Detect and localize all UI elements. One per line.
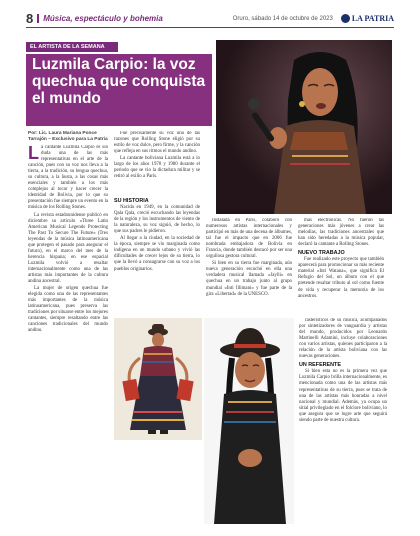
byline: Por: Lic. Laura Mariana Ponce Tarrajón – Exclusivo para La Patria <box>28 131 108 142</box>
paragraph: Fue realizado este proyecto que también aparecerá para promocionar su más reciente material «Inti Watana», que significa El Refugio del Sol, un álbum con el que pretende resaltar tributo al sol como fuente de vida y recuperar la memoria de los ancestros. <box>298 257 384 299</box>
subhead: NUEVO TRABAJO <box>298 250 345 257</box>
section-kicker: EL ARTISTA DE LA SEMANA <box>26 42 118 52</box>
paragraph: La revista estadounidense publicó en diciembre su artículo «Three Latin American Musical Legends Protecting The Past To Secure The Future» (Tres leyendas de la música latinoamericana que protegen el pasado para asegurar el futuro), en el marco del mes de la herencia hispana; en ese espacial Luzmila volvió a resaltar internacionalmente como una de las artistas más importantes de la cultura andina ancestral. <box>28 212 108 285</box>
article-column-1 <box>28 145 108 525</box>
newspaper-logo <box>341 14 394 23</box>
article-column-2 <box>114 131 200 191</box>
paragraph: La cantante boliviana Luzmila está a lo largo de los años 1978 y 1980 durante el periodo que se vio la dictadura militar y se retiró al exilio a París. <box>114 156 200 180</box>
paragraph: Nacida en 1949, en la comunidad de Qala Qala, creció escuchando las leyendas de la región y los instrumentos de viento de la naturaleza, su voz siguió, de hecho, lo que sus padres le pidieron. <box>114 205 200 235</box>
logo-text: LA PATRIA <box>351 14 394 23</box>
paragraph: rasterísticos de su música, acompañados por sintetizadores de vanguardia y artistas del mundo, producidos por Leonardo Martinelli Adamini, incluye colaboraciones con varios artistas, quienes participaron a la relación de la artista boliviana con las nuevas generaciones. <box>299 318 387 360</box>
page-header <box>26 10 394 28</box>
issue-date: Oruro, sábado 14 de octubre de 2023 <box>232 15 333 22</box>
drop-cap: L <box>28 145 39 163</box>
paragraph: La mujer de origen quechua fue elegida como una de las representantes más importantes de la música latinoamericana, pues preserva las tradiciones por situarse entre los mejores cantantes, siempre resaltando entre las canciones tradicionales del mundo andino. <box>28 286 108 334</box>
section-name: Música, espectáculo y bohemia <box>37 14 163 23</box>
portrait-illustration <box>204 318 294 524</box>
singer-stage-photo <box>216 40 392 214</box>
traditional-dress-illustration <box>114 318 202 440</box>
article-column-2-lower <box>114 196 200 314</box>
article-column-4 <box>298 218 384 314</box>
paragraph: mas electrónicas. No fueron las generaciones más jóvenes a crear las melodías, las tradiciones ancestrales que han sido heredadas a la música popular, declaró la cantante a Rolling Stones. <box>298 218 384 248</box>
paragraph: Si bien esta no es la primera vez que Luzmila Carpio brilla internacionalmente, es mencionada como una de las artistas más representativas de su tierra, pues se trata de una de las artistas más honradas a nivel nacional y mundial. Además, ya ocupa un sitial privilegiado en el folclore boliviano, lo que asegura que se logre arte que seguirá siendo parte de nuestra cultura. <box>299 369 387 423</box>
page-number: 8 <box>26 11 34 26</box>
paragraph: Fue precisamente su voz una de las razones que Rolling Stone eligió por su estilo de voz dulce, pero firme, y la canción que refleja en sus ritmos el mundo andino. <box>114 131 200 155</box>
logo-mark-icon <box>341 14 350 23</box>
singer-portrait-photo <box>204 318 294 524</box>
paragraph: Si bien en su tierra fue marginada, aún nueva generación escuchó en ella una verdadera musical llamada «Jaylli» en quechua en un trabajo junto al grupo mundial «Inti Illimani» y fue parte de la gira «Libertad» de la UNESCO. <box>206 261 292 297</box>
paragraph: Instalada en París, colaboró con numerosos artistas internacionales y participó en más de una decena de álbumes, tal fue el impacto que en 2006 fue nombrada embajadora de Bolivia en Francia, donde también destacó por ser una orgullosa gestora cultural. <box>206 218 292 260</box>
paragraph: Al llegar a la ciudad, en la sociedad de la época, siempre se vio marginada como indígena en un mundo urbano y vivió las dificultades de crecer lejos de su tierra, lo que la llevó a consagrarse con su voz a los pueblos originarios. <box>114 236 200 272</box>
subhead: UN REFERENTE <box>299 362 341 369</box>
subhead: SU HISTORIA <box>114 198 149 204</box>
headline: Luzmila Carpio: la voz quechua que conquista el mundo <box>32 56 206 107</box>
paragraph: a cantante Luzmila Carpio es sin duda una de las más representativas en el arte de la canción, pues con su voz nos lleva a la tierra, a la tradición, su lengua quechua, su cultura, a la ñusta, a las cosas más esenciales y también a los más complejos al tocar y hacer crecer la identidad de Bolivia, por lo que su presentación fue siempre un evento en la música de los Rolling Stones. <box>28 145 108 211</box>
singer-traditional-dress-photo <box>114 318 202 440</box>
article-column-5 <box>299 318 387 518</box>
singer-stage-illustration <box>216 40 392 214</box>
article-column-3 <box>206 218 292 314</box>
